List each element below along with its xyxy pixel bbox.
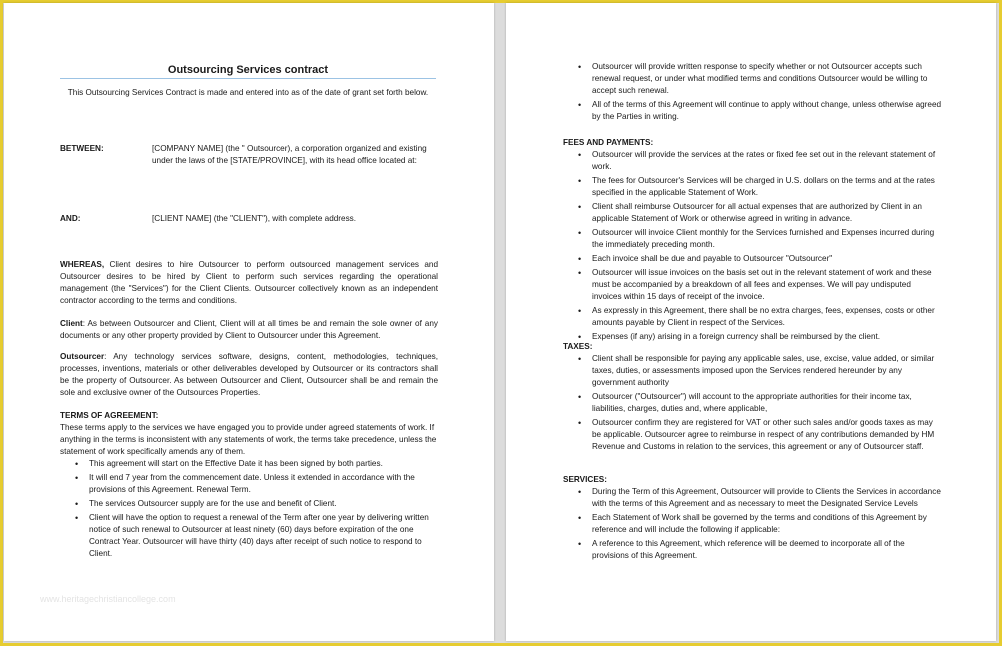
list-item: • As expressly in this Agreement, there shall be no extra charges, fees, expenses, costs or other amounts payable by Client in respect of the Services. <box>592 305 942 329</box>
list-item: • Each invoice shall be due and payable to Outsourcer "Outsourcer" <box>592 253 942 265</box>
taxes-list <box>592 353 942 455</box>
page-2 <box>506 3 996 641</box>
and-text: [CLIENT NAME] (the "CLIENT"), with complete address. <box>152 214 357 223</box>
list-item: • The services Outsourcer supply are for the use and benefit of Client. <box>89 498 439 510</box>
list-item: • Outsourcer will provide the services at the rates or fixed fee set out in the relevant statement of work. <box>592 149 942 173</box>
outsourcer-lead: Outsourcer <box>60 352 105 361</box>
terms-heading: TERMS OF AGREEMENT: <box>60 411 159 420</box>
services-list <box>592 486 942 564</box>
list-item: • Expenses (if any) arising in a foreign currency shall be reimbursed by the client. <box>592 331 942 343</box>
document-title: Outsourcing Services contract <box>167 64 329 76</box>
list-item: • Each Statement of Work shall be governed by the terms and conditions of this Agreement by reference and will include the following if applicable: <box>592 512 942 536</box>
whereas-text: Client desires to hire Outsourcer to perform outsourced management services and Outsourcer desires to be hired by Client to perform such services regarding the operational management (the "Services") for the Client Clients. Outsourcer collectively known as an independent contractor according to the terms and conditions. <box>60 260 438 305</box>
list-item: • The fees for Outsourcer's Services will be charged in U.S. dollars on the terms and at the rates specified in the applicable Statement of Work. <box>592 175 942 199</box>
list-item: • Outsourcer confirm they are registered for VAT or other such sales and/or goods taxes as may be applicable. Outsourcer agree to reimburse in respect of any contributions demanded by HM Revenue and Customs in relation to the services, this agreement or any of Outsourcer staff. <box>592 417 942 453</box>
services-heading: SERVICES: <box>563 475 607 484</box>
page-1 <box>4 3 494 641</box>
outsourcer-text: : Any technology services software, designs, content, methodologies, techniques, processes, inventions, materials or other deliverables developed by Outsourcer or its contractors shall be the property of Outsourcer. As between Outsourcer and Client, Outsourcer shall be and remain the sole and exclusive owner of the Outsources Properties. <box>60 352 438 397</box>
terms-intro: These terms apply to the services we have engaged you to provide under agreed statements of work. If anything in the terms is inconsistent with any statements of work, the terms take precedence, unless the statement of work specifically amends any of them. <box>60 423 437 456</box>
terms-list <box>89 458 439 562</box>
title-underline <box>60 78 436 79</box>
list-item: • During the Term of this Agreement, Outsourcer will provide to Clients the Services in accordance with the terms of this Agreement and as necessary to meet the Designated Service Levels <box>592 486 942 510</box>
list-item: • Client will have the option to request a renewal of the Term after one year by delivering written notice of such renewal to Outsourcer at least ninety (60) days before expiration of the one Contract Year. Outsourcer will have thirty (40) days after receipt of such notice to respond to Client. <box>89 512 439 560</box>
client-paragraph <box>60 318 438 342</box>
between-label: BETWEEN: <box>60 144 104 153</box>
fees-list <box>592 149 942 345</box>
taxes-heading: TAXES: <box>563 342 593 351</box>
list-item: • Client shall be responsible for paying any applicable sales, use, excise, value added, or similar taxes, duties, or assessments imposed upon the Services rendered hereunder by any government authority <box>592 353 942 389</box>
list-item: • Outsourcer will provide written response to specify whether or not Outsourcer accepts such renewal request, or under what modified terms and conditions Outsourcer would be willing to accept such renewal. <box>592 61 942 97</box>
outsourcer-paragraph <box>60 351 438 399</box>
client-lead: Client <box>60 319 83 328</box>
fees-heading: FEES AND PAYMENTS: <box>563 138 654 147</box>
list-item: • All of the terms of this Agreement will continue to apply without change, unless otherwise agreed by the Parties in writing. <box>592 99 942 123</box>
list-item: • It will end 7 year from the commencement date. Unless it extended in accordance with the provisions of this Agreement. Renewal Term. <box>89 472 439 496</box>
list-item: • Outsourcer will invoice Client monthly for the Services furnished and Expenses incurred during the immediately preceding month. <box>592 227 942 251</box>
and-label: AND: <box>60 214 81 223</box>
whereas-paragraph <box>60 259 438 307</box>
intro-text: This Outsourcing Services Contract is made and entered into as of the date of grant set forth below. <box>67 88 429 97</box>
list-item: • Outsourcer will issue invoices on the basis set out in the relevant statement of work and these must be accompanied by a breakdown of all fees and expenses. We will pay undisputed invoices within 15 days of receipt of the invoice. <box>592 267 942 303</box>
whereas-lead: WHEREAS, <box>60 260 105 269</box>
list-item: • A reference to this Agreement, which reference will be deemed to incorporate all of the provisions of this Agreement. <box>592 538 942 562</box>
watermark: www.heritagechristiancollege.com <box>40 594 176 604</box>
between-text: [COMPANY NAME] (the " Outsourcer), a corporation organized and existing under the laws of the [STATE/PROVINCE], with its head office located at: <box>152 144 427 165</box>
list-item: • This agreement will start on the Effective Date it has been signed by both parties. <box>89 458 439 470</box>
list-item: • Client shall reimburse Outsourcer for all actual expenses that are authorized by Client in an applicable Statement of Work or otherwise agreed in writing in advance. <box>592 201 942 225</box>
client-text: : As between Outsourcer and Client, Client will at all times be and remain the sole owner of any documents or any other property provided by Client to Outsourcer under this Agreement. <box>60 319 438 340</box>
list-item: • Outsourcer ("Outsourcer") will account to the appropriate authorities for their income tax, liabilities, charges, duties and, where applicable, <box>592 391 942 415</box>
renewal-list <box>592 61 942 125</box>
